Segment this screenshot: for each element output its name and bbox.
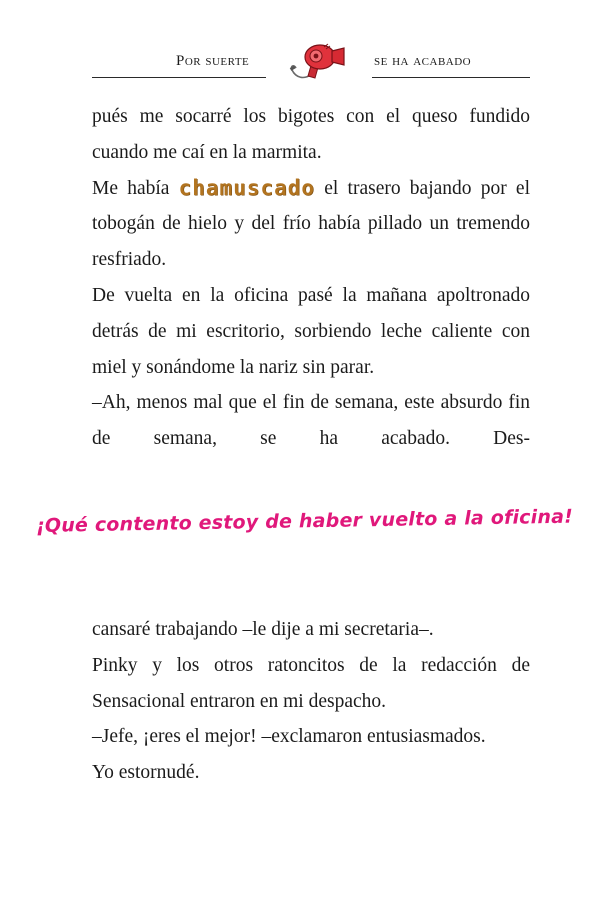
hairdryer-icon xyxy=(282,40,352,84)
header-rule-right xyxy=(372,77,530,78)
paragraph: –Ah, menos mal que el fin de semana, este absurdo fin de semana, se ha acabado. Des- xyxy=(92,392,530,450)
paragraph: –Jefe, ¡eres el mejor! –exclamaron entusiasmados. xyxy=(92,726,486,748)
paragraph: Yo estornudé. xyxy=(92,762,200,784)
paragraph xyxy=(92,171,530,278)
callout-exclamation: ¡Qué contento estoy de haber vuelto a la oficina! xyxy=(35,505,574,537)
paragraph: Pinky y los otros ratoncitos de la redacción de Sensacional entraron en mi despacho. xyxy=(92,654,530,712)
paragraph: pués me socarré los bigotes con el queso fundido cuando me caí en la marmita. xyxy=(92,106,530,163)
running-header xyxy=(92,40,530,86)
header-right-text: se ha acabado xyxy=(374,53,472,69)
paragraph: cansaré trabajando –le dije a mi secretaria–. xyxy=(92,619,434,640)
body-text-top xyxy=(92,99,530,457)
header-rule-left xyxy=(92,77,266,78)
paragraph-text: el trasero bajando por el tobogán de hielo y del frío había pillado un tremendo resfriado. xyxy=(92,177,530,271)
header-left-text: Por suerte xyxy=(176,53,250,69)
paragraph: De vuelta en la oficina pasé la mañana apoltronado detrás de mi escritorio, sorbiendo leche caliente con miel y sonándome la nariz sin parar. xyxy=(92,284,530,378)
body-text-bottom xyxy=(92,612,530,791)
highlight-word: chamuscado xyxy=(178,175,316,200)
paragraph-text: Me había xyxy=(92,177,179,199)
